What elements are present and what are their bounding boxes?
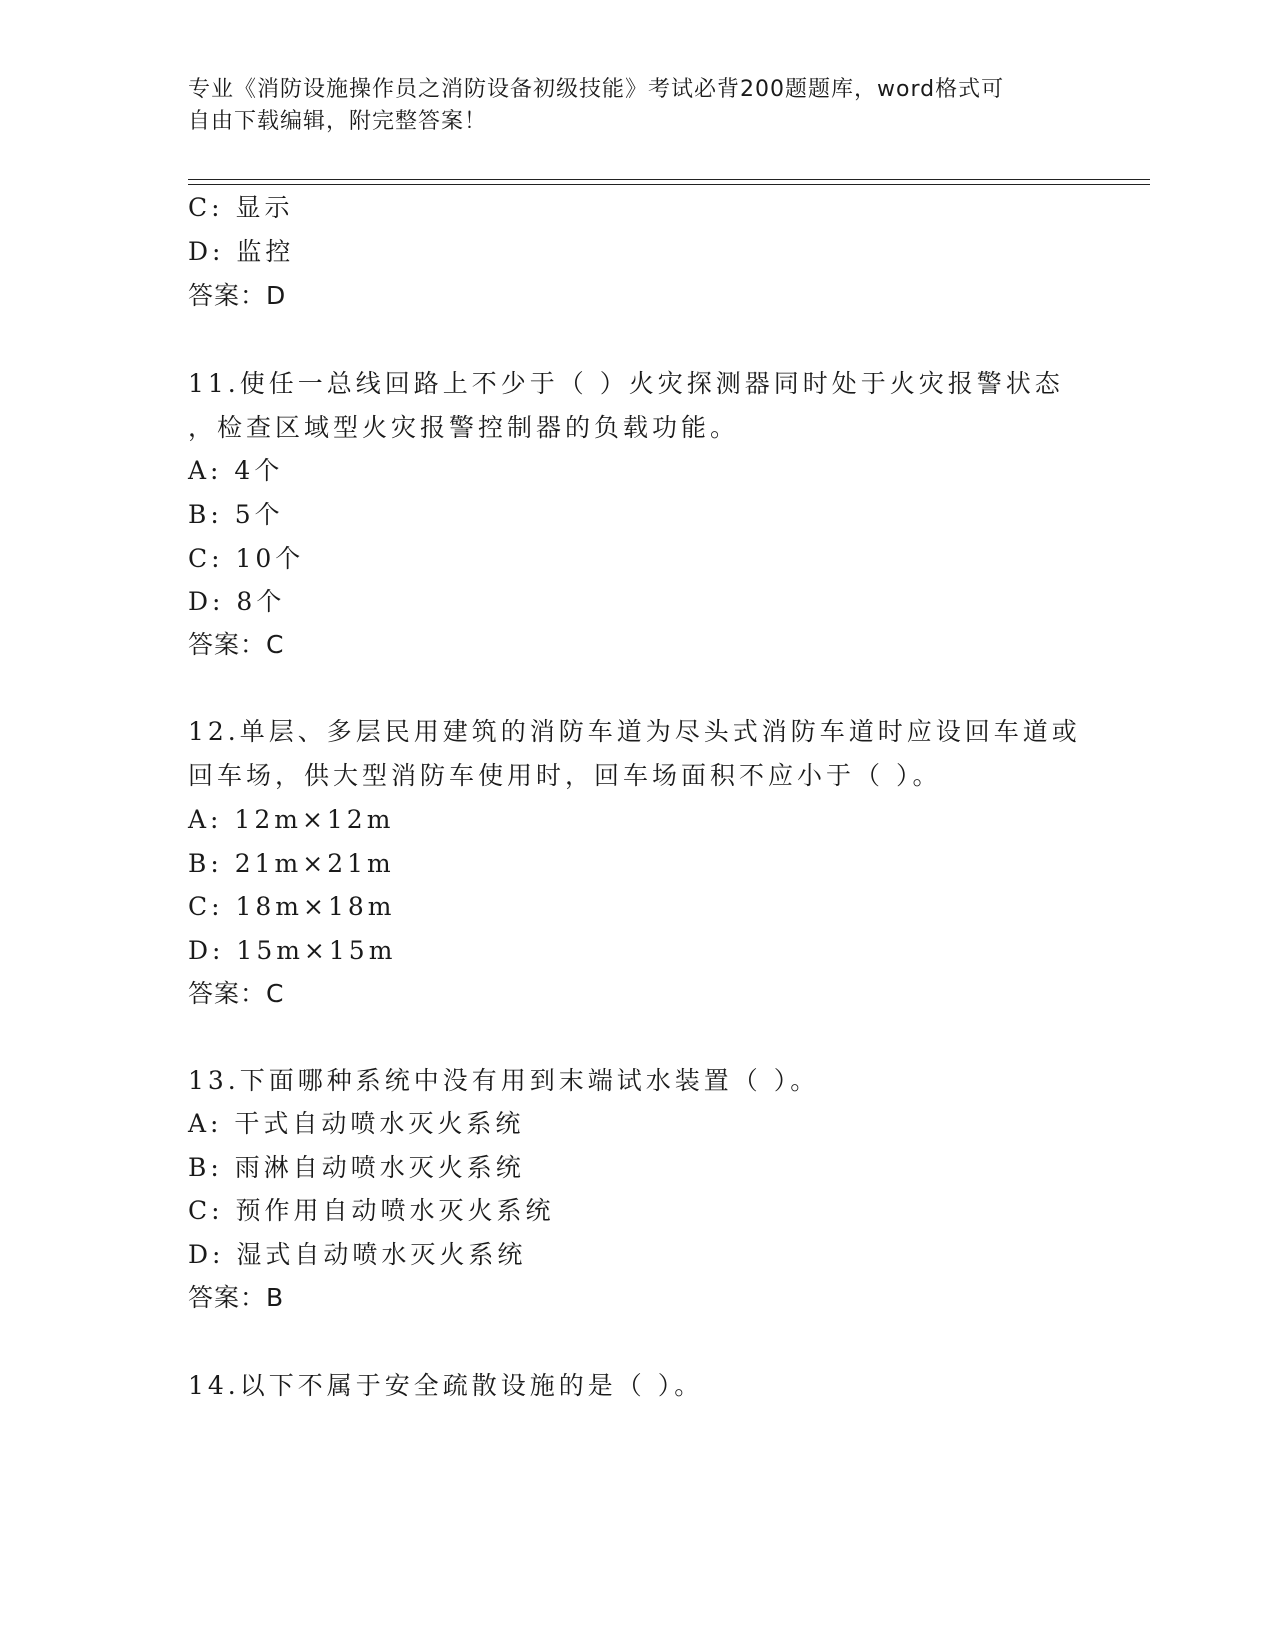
q13-option-b: B: 雨淋自动喷水灭火系统 xyxy=(188,1153,525,1182)
q11-stem-line-2: ，检查区域型火灾报警控制器的负载功能。 xyxy=(188,413,740,442)
q12-stem-line-1: 12.单层、多层民用建筑的消防车道为尽头式消防车道时应设回车道或 xyxy=(188,717,1081,746)
q12-option-b: B: 21m×21m xyxy=(188,849,395,878)
q11-option-a: A: 4个 xyxy=(188,456,284,485)
q12-option-c: C: 18m×18m xyxy=(188,892,396,921)
q10-answer: 答案：D xyxy=(188,281,287,310)
q11-answer: 答案：C xyxy=(188,630,285,659)
header-line-1: 专业《消防设施操作员之消防设备初级技能》考试必背200题题库，word格式可 xyxy=(188,77,1005,102)
header-divider-top xyxy=(188,179,1150,180)
q13-option-a: A: 干式自动喷水灭火系统 xyxy=(188,1109,525,1138)
q12-stem-line-2: 回车场，供大型消防车使用时，回车场面积不应小于（ ）。 xyxy=(188,761,942,790)
q13-option-c: C: 预作用自动喷水灭火系统 xyxy=(188,1196,555,1225)
q10-option-d: D: 监控 xyxy=(188,237,295,266)
q10-option-c: C: 显示 xyxy=(188,193,294,222)
q13-answer: 答案：B xyxy=(188,1283,285,1312)
q12-option-d: D: 15m×15m xyxy=(188,936,397,965)
q11-stem-line-1: 11.使任一总线回路上不少于（ ）火灾探测器同时处于火灾报警状态 xyxy=(188,369,1064,398)
q13-option-d: D: 湿式自动喷水灭火系统 xyxy=(188,1240,527,1269)
q11-option-b: B: 5个 xyxy=(188,500,284,529)
q11-option-d: D: 8个 xyxy=(188,587,286,616)
q12-option-a: A: 12m×12m xyxy=(188,805,395,834)
header-divider-bottom xyxy=(188,184,1150,185)
q13-stem-line-1: 13.下面哪种系统中没有用到末端试水装置（ ）。 xyxy=(188,1066,820,1095)
q12-answer: 答案：C xyxy=(188,979,285,1008)
document-header xyxy=(188,74,1088,138)
q11-option-c: C: 10个 xyxy=(188,544,305,573)
q14-stem-line-1: 14.以下不属于安全疏散设施的是（ ）。 xyxy=(188,1371,704,1400)
header-line-2: 自由下载编辑，附完整答案！ xyxy=(188,109,488,134)
